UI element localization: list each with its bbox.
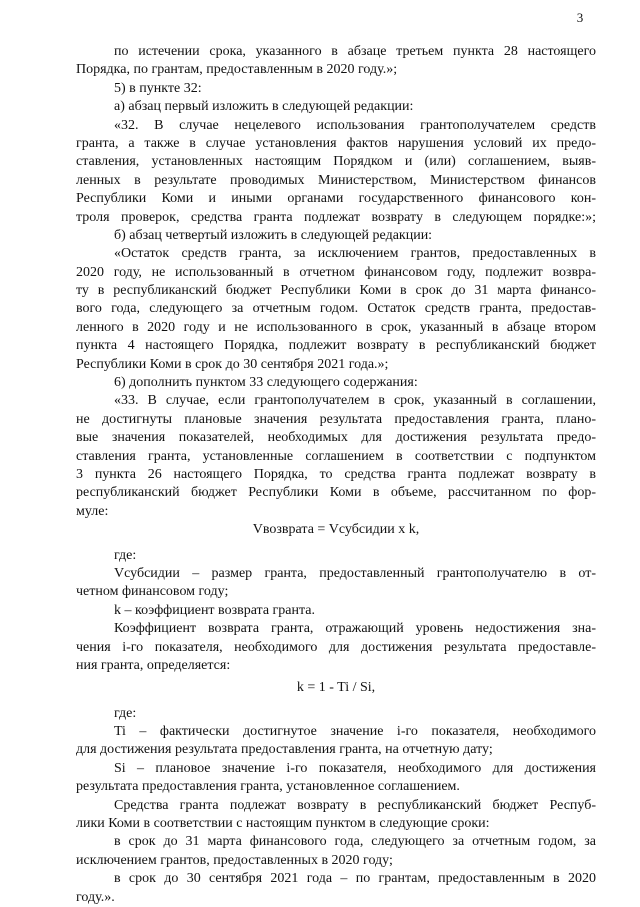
text-line: Vвозврата = Vсубсидии x k, [252, 522, 420, 538]
text-line: исключением грантов, предоставленных в 2020 году; [76, 852, 393, 868]
text-line: 3 пункта 26 настоящего Порядка, то средства гранта подлежат возврату в [76, 466, 596, 482]
text-line: ния гранта, определяется: [76, 657, 231, 673]
text-line: гранта, а также в случае установления фактов нарушения условий их предо- [76, 135, 596, 151]
spacer [76, 698, 596, 705]
text-line: 5) в пункте 32: [114, 80, 202, 96]
text-line: вые значения показателей, необходимых для достижения результата предо- [76, 430, 596, 446]
text-line: троля проверок, средства гранта подлежат возврату в следующем порядке:»; [76, 209, 596, 225]
text-line: где: [114, 705, 137, 721]
text-line: лики Коми в соответствии с настоящим пунктом в следующие сроки: [76, 816, 490, 832]
text-line: k = 1 - Ti / Si, [296, 680, 376, 696]
text-line: k – коэффициент возврата гранта. [114, 602, 316, 618]
text-line: в срок до 31 марта финансового года, следующего за отчетным годом, за [114, 834, 596, 850]
text-line: чения i-го показателя, необходимого для достижения результата предоставле- [76, 639, 596, 655]
text-line: б) абзац четвертый изложить в следующей редакции: [114, 227, 433, 243]
text-line: Vсубсидии – размер гранта, предоставленный грантополучателю в от- [114, 565, 596, 581]
text-line: Si – плановое значение i-го показателя, необходимого для достижения [114, 760, 596, 776]
text-line: Коэффициент возврата гранта, отражающий уровень недостижения зна- [114, 621, 596, 637]
text-line: «32. В случае нецелевого использования грантополучателем средств [114, 117, 596, 133]
text-line: Средства гранта подлежат возврату в республиканский бюджет Респуб- [114, 797, 596, 813]
text-line: 6) дополнить пунктом 33 следующего содержания: [114, 375, 418, 391]
spacer [76, 540, 596, 547]
text-line: в срок до 30 сентября 2021 года – по грантам, предоставленным в 2020 [114, 871, 596, 887]
text-line: для достижения результата предоставления гранта, на отчетную дату; [76, 742, 493, 758]
text-line: «Остаток средств гранта, за исключением грантов, предоставленных в [114, 246, 596, 262]
text-line: Республики Коми в срок до 30 сентября 2021 года.»; [76, 356, 389, 372]
text-line: году.». [76, 889, 115, 905]
page-number: 3 [576, 10, 584, 25]
text-line: Порядка, по грантам, предоставленным в 2020 году.»; [76, 62, 398, 78]
text-line: Ti – фактически достигнутое значение i-го показателя, необходимого [114, 724, 596, 740]
text-line: результата предоставления гранта, установленное соглашением. [76, 779, 460, 795]
text-line: вого года, следующего за отчетным годом. Остаток средств гранта, предостав- [76, 301, 596, 317]
text-line: ленных в результате проводимых Министерством, Министерством финансов [76, 172, 596, 188]
text-line: ту в республиканский бюджет Республики Коми в срок до 31 марта финансо- [76, 283, 596, 299]
text-line: где: [114, 547, 137, 563]
text-line: четном финансовом году; [76, 584, 229, 600]
text-line: не достигнуты плановые значения результата предоставления гранта, плано- [76, 411, 596, 427]
text-line: «33. В случае, если грантополучателем в срок, указанный в соглашении, [114, 393, 596, 409]
body-text [76, 43, 596, 907]
text-line: ставления, установленных настоящим Порядком и (или) соглашением, выяв- [76, 154, 596, 170]
text-line: ставления гранта, установленные соглашением в соответствии с подпунктом [76, 448, 596, 464]
text-line: ленного в 2020 году и не использованного в срок, указанный в абзаце втором [76, 319, 596, 335]
text-line: муле: [76, 503, 109, 519]
text-line: а) абзац первый изложить в следующей редакции: [114, 99, 414, 115]
text-line: республиканский бюджет Республики Коми в объеме, рассчитанном по фор- [76, 485, 596, 501]
text-line: по истечении срока, указанного в абзаце третьем пункта 28 настоящего [114, 44, 596, 59]
text-line: пункта 4 настоящего Порядка, подлежит возврату в республиканский бюджет [76, 338, 596, 354]
text-line: Республики Коми и иными органами государственного финансового кон- [76, 191, 596, 207]
text-line: 2020 году, не использованный в отчетном финансовом году, подлежит возвра- [76, 264, 596, 280]
